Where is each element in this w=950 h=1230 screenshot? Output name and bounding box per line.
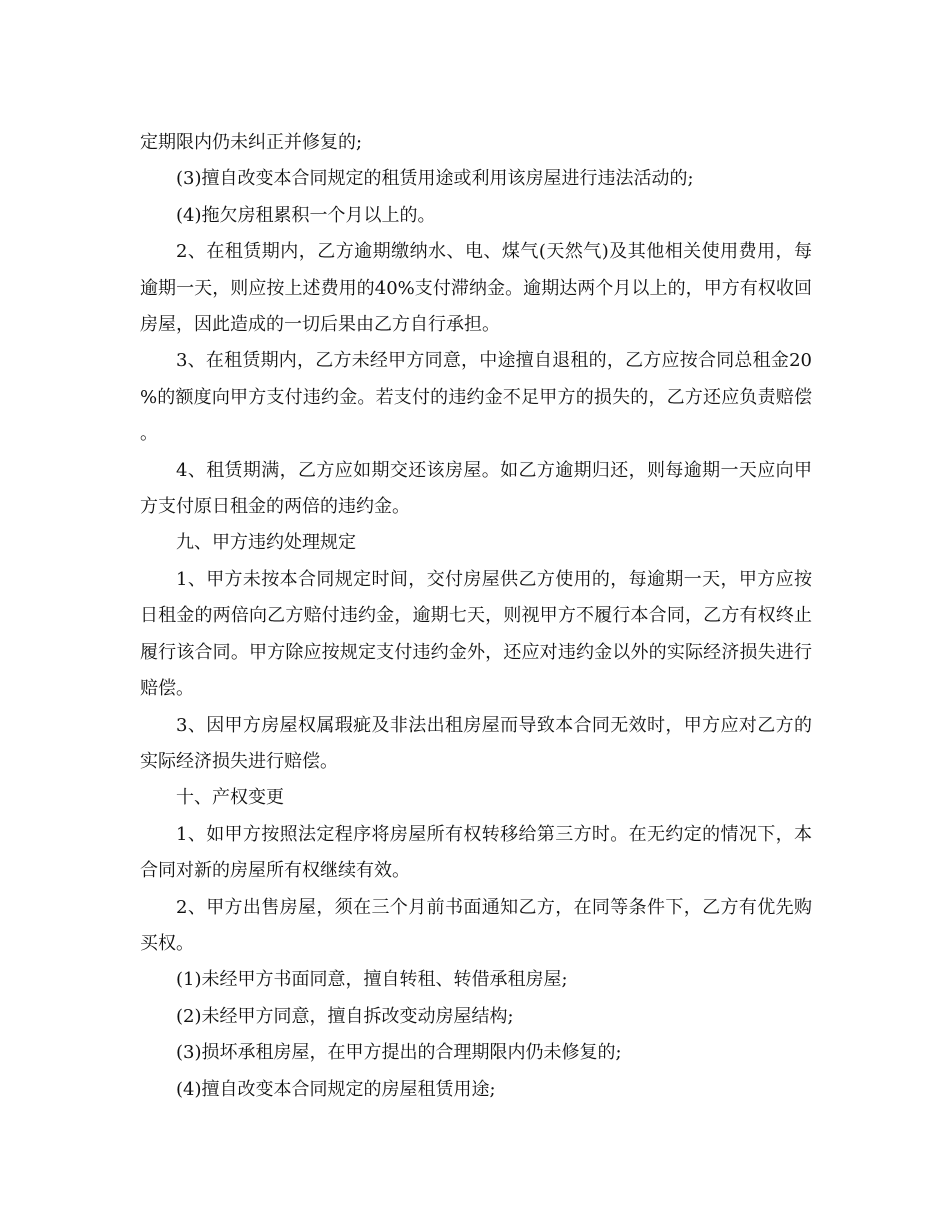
- document-body: [140, 125, 812, 1108]
- paragraph: 4、租赁期满，乙方应如期交还该房屋。如乙方逾期归还，则每逾期一天应向甲方支付原日租金的两倍的违约金。: [140, 459, 812, 518]
- paragraph: (4)拖欠房租累积一个月以上的。: [176, 204, 436, 226]
- list-item: (1)未经甲方书面同意，擅自转租、转借承租房屋;: [176, 969, 568, 991]
- section-heading: 十、产权变更: [176, 787, 284, 809]
- paragraph: (3)擅自改变本合同规定的租赁用途或利用该房屋进行违法活动的;: [176, 168, 694, 190]
- section-heading: 九、甲方违约处理规定: [176, 532, 356, 554]
- list-item: (2)未经甲方同意，擅自拆改变动房屋结构;: [176, 1005, 514, 1027]
- paragraph: 1、如甲方按照法定程序将房屋所有权转移给第三方时。在无约定的情况下，本合同对新的房屋所有权继续有效。: [140, 823, 812, 882]
- list-item: (3)损坏承租房屋，在甲方提出的合理期限内仍未修复的;: [176, 1042, 622, 1064]
- list-item: (4)擅自改变本合同规定的房屋租赁用途;: [176, 1078, 496, 1100]
- paragraph: 2、在租赁期内，乙方逾期缴纳水、电、煤气(天然气)及其他相关使用费用，每逾期一天，则应按上述费用的40%支付滞纳金。逾期达两个月以上的，甲方有权收回房屋，因此造成的一切后果由乙方自行承担。: [140, 241, 812, 336]
- paragraph: 1、甲方未按本合同规定时间，交付房屋供乙方使用的，每逾期一天，甲方应按日租金的两倍向乙方赔付违约金，逾期七天，则视甲方不履行本合同，乙方有权终止履行该合同。甲方除应按规定支付违约金外，还应对违约金以外的实际经济损失进行赔偿。: [140, 568, 812, 700]
- paragraph: 3、因甲方房屋权属瑕疵及非法出租房屋而导致本合同无效时，甲方应对乙方的实际经济损失进行赔偿。: [140, 714, 812, 772]
- paragraph: 定期限内仍未纠正并修复的;: [140, 132, 363, 153]
- paragraph: 3、在租赁期内，乙方未经甲方同意，中途擅自退租的，乙方应按合同总租金20%的额度向甲方支付违约金。若支付的违约金不足甲方的损失的，乙方还应负责赔偿。: [140, 350, 812, 445]
- paragraph: 2、甲方出售房屋，须在三个月前书面通知乙方，在同等条件下，乙方有优先购买权。: [140, 896, 812, 954]
